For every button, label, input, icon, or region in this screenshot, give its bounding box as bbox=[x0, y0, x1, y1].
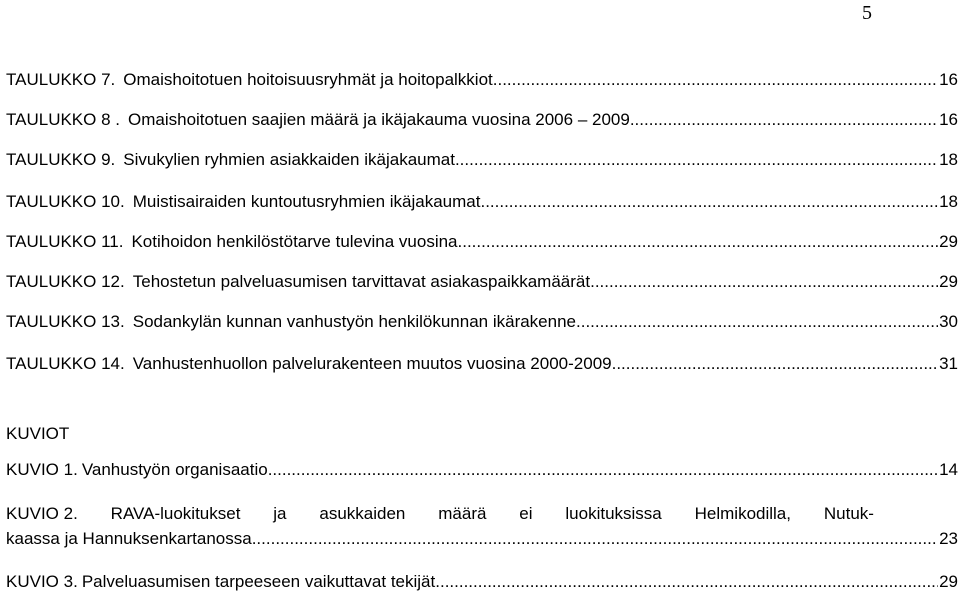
entry-page: 29 bbox=[939, 572, 958, 591]
entry-page: 29 bbox=[939, 272, 958, 291]
toc-entry-table-14[interactable] bbox=[6, 354, 958, 374]
entry-page: 16 bbox=[939, 110, 958, 129]
toc-entry-table-7[interactable] bbox=[6, 70, 958, 90]
toc-entry-table-11[interactable] bbox=[6, 232, 958, 252]
dot-leader bbox=[480, 192, 938, 212]
entry-page: 16 bbox=[939, 70, 958, 89]
dot-leader bbox=[612, 354, 938, 374]
entry-title: Omaishoitotuen saajien määrä ja ikäjakauma vuosina 2006 – 2009 bbox=[128, 110, 630, 129]
toc-entry-figure-1[interactable] bbox=[6, 460, 958, 480]
entry-label: TAULUKKO 9. bbox=[6, 150, 116, 169]
entry-label: TAULUKKO 12. bbox=[6, 272, 125, 291]
dot-leader bbox=[268, 460, 938, 480]
entry-title: Omaishoitotuen hoitoisuusryhmät ja hoitopalkkiot bbox=[123, 70, 493, 89]
entry-title-second-line: kaassa ja Hannuksenkartanossa bbox=[6, 529, 252, 548]
entry-title: Tehostetun palveluasumisen tarvittavat asiakaspaikkamäärät bbox=[132, 272, 591, 291]
dot-leader bbox=[455, 150, 938, 170]
entry-label: TAULUKKO 14. bbox=[6, 354, 125, 373]
toc-entry-table-8[interactable] bbox=[6, 110, 958, 130]
entry-label: TAULUKKO 13. bbox=[6, 312, 125, 331]
entry-title: Palveluasumisen tarpeeseen vaikuttavat tekijät bbox=[81, 572, 436, 591]
title-word: asukkaiden bbox=[319, 504, 406, 523]
title-word: ei bbox=[519, 504, 533, 523]
title-word: Nutuk- bbox=[823, 504, 874, 523]
dot-leader bbox=[576, 312, 938, 332]
entry-label: TAULUKKO 8 . bbox=[6, 110, 120, 129]
dot-leader bbox=[493, 70, 938, 90]
entry-title: Vanhustenhuollon palvelurakenteen muutos vuosina 2000-2009 bbox=[132, 354, 612, 373]
dot-leader bbox=[590, 272, 938, 292]
toc-entry-table-9[interactable] bbox=[6, 150, 958, 170]
entry-label: TAULUKKO 11. bbox=[6, 232, 124, 251]
entry-title: Sivukylien ryhmien asiakkaiden ikäjakaumat bbox=[123, 150, 455, 169]
dot-leader bbox=[458, 232, 939, 252]
entry-label: TAULUKKO 10. bbox=[6, 192, 125, 211]
title-word: ja bbox=[273, 504, 287, 523]
title-word: määrä bbox=[438, 504, 487, 523]
entry-label: KUVIO 2. bbox=[6, 504, 78, 523]
entry-label: KUVIO 1. bbox=[6, 460, 78, 479]
entry-page: 31 bbox=[939, 354, 958, 373]
dot-leader bbox=[630, 110, 938, 130]
toc-entry-table-12[interactable] bbox=[6, 272, 958, 292]
entry-title: Vanhustyön organisaatio bbox=[81, 460, 268, 479]
entry-page: 23 bbox=[939, 529, 958, 548]
dot-leader bbox=[252, 529, 938, 549]
dot-leader bbox=[435, 572, 938, 592]
figures-heading: KUVIOT bbox=[6, 424, 70, 443]
entry-page: 30 bbox=[939, 312, 958, 331]
entry-page: 18 bbox=[939, 150, 958, 169]
entry-title-first-line bbox=[6, 504, 874, 524]
title-word: Helmikodilla, bbox=[694, 504, 791, 523]
toc-entry-table-13[interactable] bbox=[6, 312, 958, 332]
entry-label: TAULUKKO 7. bbox=[6, 70, 116, 89]
title-word: luokituksissa bbox=[565, 504, 662, 523]
entry-title: Kotihoidon henkilöstötarve tulevina vuosina bbox=[131, 232, 458, 251]
title-word: RAVA-luokitukset bbox=[110, 504, 241, 523]
entry-title: Sodankylän kunnan vanhustyön henkilökunnan ikärakenne bbox=[132, 312, 577, 331]
toc-entry-figure-2[interactable] bbox=[6, 504, 958, 549]
toc-entry-figure-3[interactable] bbox=[6, 572, 958, 592]
page-number: 5 bbox=[862, 2, 872, 24]
entry-page: 29 bbox=[939, 232, 958, 251]
entry-page: 18 bbox=[939, 192, 958, 211]
toc-entry-table-10[interactable] bbox=[6, 192, 958, 212]
entry-title: Muistisairaiden kuntoutusryhmien ikäjakaumat bbox=[132, 192, 481, 211]
entry-page: 14 bbox=[939, 460, 958, 479]
entry-label: KUVIO 3. bbox=[6, 572, 78, 591]
